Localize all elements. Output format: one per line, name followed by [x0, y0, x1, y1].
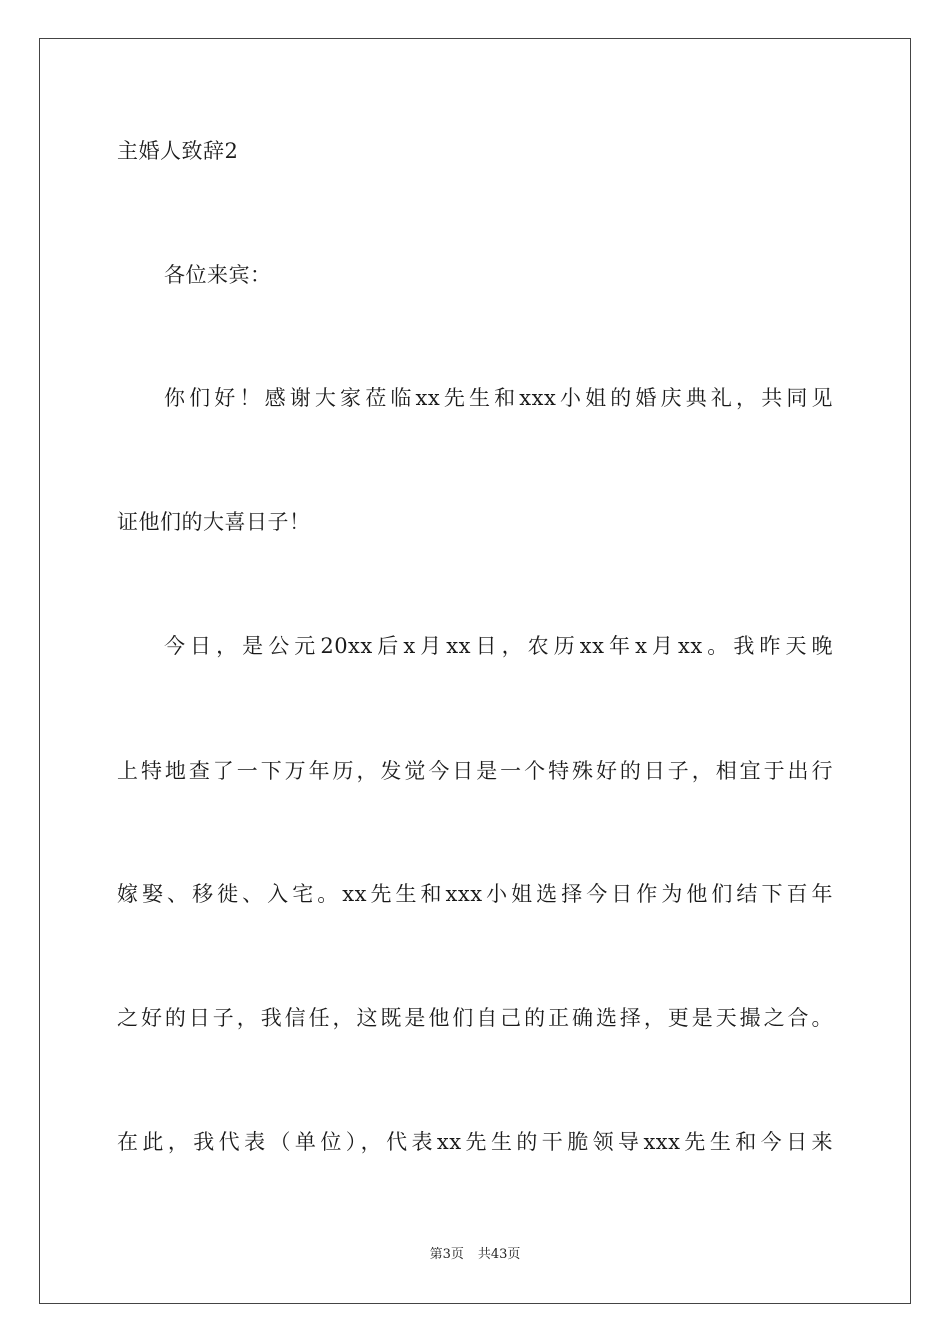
- paragraph-line: 之好的日子，我信任，这既是他们自己的正确选择，更是天撮之合。: [117, 1006, 833, 1030]
- salutation: 各位来宾：: [164, 263, 272, 287]
- paragraph-line: 嫁娶、移徙、入宅。xx先生和xxx小姐选择今日作为他们结下百年: [117, 882, 833, 906]
- page-total: 共43页: [477, 1247, 521, 1262]
- paragraph-line: 证他们的大喜日子！: [117, 510, 311, 534]
- paragraph-line: 今日，是公元20xx后x月xx日，农历xx年x月xx。我昨天晚: [164, 634, 833, 658]
- document-heading: 主婚人致辞2: [117, 139, 239, 163]
- page-number: 第3页: [429, 1247, 464, 1262]
- page-frame: [39, 38, 911, 1304]
- paragraph-line: 在此，我代表（单位），代表xx先生的干脆领导xxx先生和今日来: [117, 1130, 833, 1154]
- paragraph-line: 上特地查了一下万年历，发觉今日是一个特殊好的日子，相宜于出行: [117, 759, 833, 783]
- page-footer: [0, 1246, 950, 1264]
- paragraph-line: 你们好！感谢大家莅临xx先生和xxx小姐的婚庆典礼，共同见: [164, 386, 833, 410]
